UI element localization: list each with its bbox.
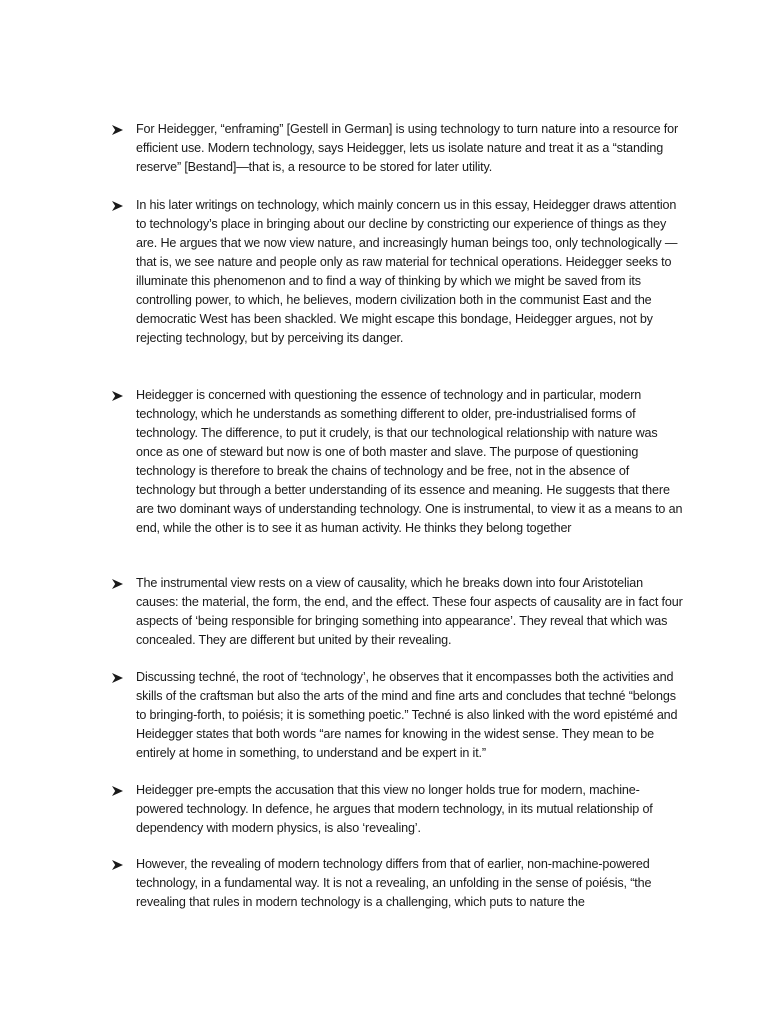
bullet-paragraph-essence-of-technology: [136, 386, 684, 538]
bullet-text: For Heidegger, “enframing” [Gestell in German] is using technology to turn nature into a resource for efficient use. Modern technology, says Heidegger, lets us isolate nature and treat it as a “standing reserve” [Bestand]—that is, a resource to be stored for later utility.: [136, 122, 679, 174]
bullet-paragraph-instrumental-view: [136, 574, 684, 650]
arrowhead-bullet-icon: [112, 196, 126, 215]
bullet-text: The instrumental view rests on a view of causality, which he breaks down into four Aristotelian causes: the material, the form, the end, and the effect. These four aspects of causality are in fact four aspects of ‘being responsible for bringing something into appearance’. They reveal that which was concealed. They are different but united by their revealing.: [136, 576, 683, 647]
arrowhead-bullet-icon: [112, 574, 126, 593]
arrowhead-bullet-icon: [112, 781, 126, 800]
bullet-paragraph-enframing: [136, 120, 684, 177]
arrowhead-bullet-icon: [112, 668, 126, 687]
bullet-paragraph-pre-empts: [136, 781, 684, 838]
bullet-paragraph-techne: [136, 668, 684, 763]
arrowhead-bullet-icon: [112, 120, 126, 139]
arrowhead-bullet-icon: [112, 386, 126, 405]
bullet-text: In his later writings on technology, which mainly concern us in this essay, Heidegger draws attention to technology’s place in bringing about our decline by constricting our experience of things as they are. He argues that we now view nature, and increasingly human beings too, only technologically — that is, we see nature and people only as raw material for technical operations. Heidegger seeks to illuminate this phenomenon and to find a way of thinking by which we might be saved from its controlling power, to which, he believes, modern civilization both in the communist East and the democratic West has been shackled. We might escape this bondage, Heidegger argues, not by rejecting technology, but by perceiving its danger.: [136, 198, 678, 345]
bullet-text: Heidegger is concerned with questioning the essence of technology and in particular, modern technology, which he understands as something different to older, pre-industrialised forms of technology. The difference, to put it crudely, is that our technological relationship with nature was once as one of steward but now is one of both master and slave. The purpose of questioning technology is therefore to break the chains of technology and be free, not in the absence of technology but through a better understanding of its essence and meaning. He suggests that there are two dominant ways of understanding technology. One is instrumental, to view it as a means to an end, while the other is to see it as human activity. He thinks they belong together: [136, 388, 683, 535]
bullet-paragraph-revealing-differs: [136, 855, 684, 912]
bullet-paragraph-later-writings: [136, 196, 684, 348]
arrowhead-bullet-icon: [112, 855, 126, 874]
bullet-text: However, the revealing of modern technology differs from that of earlier, non-machine-powered technology, in a fundamental way. It is not a revealing, an unfolding in the sense of poiésis, “the revealing that rules in modern technology is a challenging, which puts to nature the: [136, 857, 652, 909]
bullet-text: Heidegger pre-empts the accusation that this view no longer holds true for modern, machine-powered technology. In defence, he argues that modern technology, in its mutual relationship of dependency with modern physics, is also ‘revealing’.: [136, 783, 653, 835]
bullet-text: Discussing techné, the root of ‘technology’, he observes that it encompasses both the activities and skills of the craftsman but also the arts of the mind and fine arts and concludes that techné “belongs to bringing-forth, to poiésis; it is something poetic.” Techné is also linked with the word epistémé and Heidegger states that both words “are names for knowing in the widest sense. They mean to be entirely at home in something, to understand and be expert in it.”: [136, 670, 678, 760]
